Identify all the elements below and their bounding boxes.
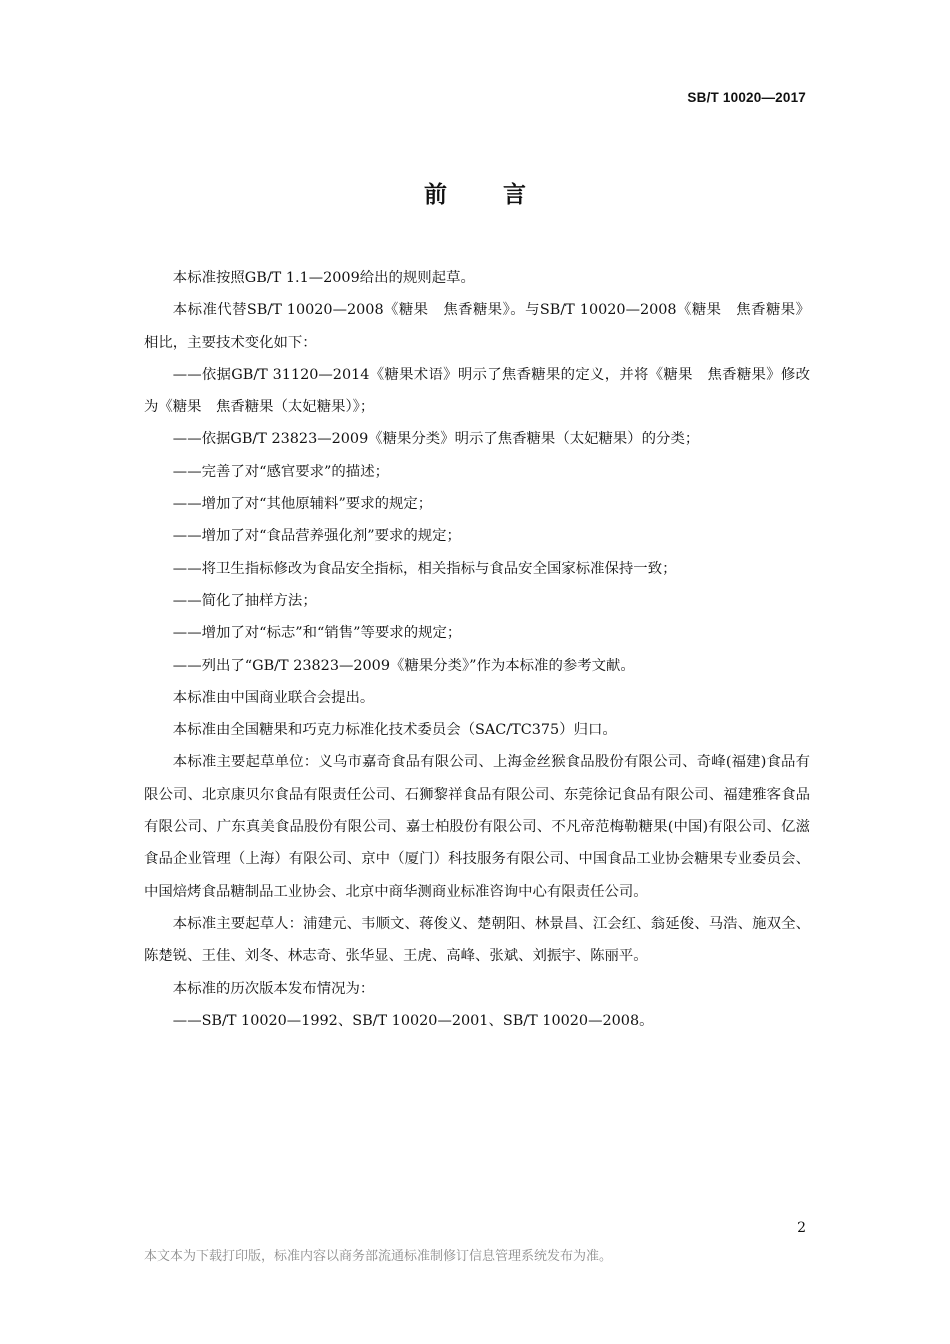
version-history: ——SB/T 10020—1992、SB/T 10020—2001、SB/T 10020—2008。 (172, 1012, 654, 1029)
footer-note: 本文本为下载打印版，标准内容以商务部流通标准制修订信息管理系统发布为准。 (144, 1249, 613, 1264)
change-item: ——增加了对“其他原辅料”要求的规定； (172, 496, 433, 513)
foreword-body (144, 262, 810, 1037)
change-item: ——简化了抽样方法； (172, 592, 317, 609)
standard-code: SB/T 10020—2017 (687, 90, 806, 105)
page-number: 2 (797, 1220, 806, 1236)
paragraph: 本标准由全国糖果和巧克力标准化技术委员会（SAC/TC375）归口。 (172, 722, 617, 739)
title-char-1: 前 (424, 182, 447, 208)
paragraph: 本标准按照GB/T 1.1—2009给出的规则起草。 (172, 270, 475, 286)
change-item: ——依据GB/T 31120—2014《糖果术语》明示了焦香糖果的定义，并将《糖果 焦香糖果》修改为《糖果 焦香糖果（太妃糖果）》； (144, 366, 810, 416)
page-title (0, 176, 950, 209)
paragraph: 本标准由中国商业联合会提出。 (172, 689, 375, 706)
drafters: 本标准主要起草人：浦建元、韦顺文、蒋俊义、楚朝阳、林景昌、江会红、翁延俊、马浩、施双全、陈楚锐、王佳、刘冬、林志奇、张华显、王虎、高峰、张斌、刘振宇、陈丽平。 (144, 915, 810, 965)
drafting-units: 本标准主要起草单位：义乌市嘉奇食品有限公司、上海金丝猴食品股份有限公司、奇峰(福建)食品有限公司、北京康贝尔食品有限责任公司、石狮黎祥食品有限公司、东莞徐记食品有限公司、福建雅客食品有限公司、广东真美食品股份有限公司、嘉士柏股份有限公司、不凡帝范梅勒糖果(中国)有限公司、亿滋食品企业管理（上海）有限公司、京中（厦门）科技服务有限公司、中国食品工业协会糖果专业委员会、中国焙烤食品糖制品工业协会、北京中商华测商业标准咨询中心有限责任公司。 (144, 754, 810, 900)
change-item: ——将卫生指标修改为食品安全指标，相关指标与食品安全国家标准保持一致； (172, 560, 677, 577)
paragraph: 本标准代替SB/T 10020—2008《糖果 焦香糖果》。与SB/T 10020—2008《糖果 焦香糖果》相比，主要技术变化如下： (144, 302, 810, 351)
change-item: ——列出了“GB/T 23823—2009《糖果分类》”作为本标准的参考文献。 (172, 657, 635, 674)
change-item: ——依据GB/T 23823—2009《糖果分类》明示了焦香糖果（太妃糖果）的分类； (172, 431, 700, 448)
change-item: ——增加了对“标志”和“销售”等要求的规定； (172, 625, 462, 642)
paragraph: 本标准的历次版本发布情况为： (172, 980, 375, 997)
change-item: ——完善了对“感官要求”的描述； (172, 463, 389, 480)
change-item: ——增加了对“食品营养强化剂”要求的规定； (172, 528, 461, 545)
title-char-2: 言 (503, 182, 526, 208)
